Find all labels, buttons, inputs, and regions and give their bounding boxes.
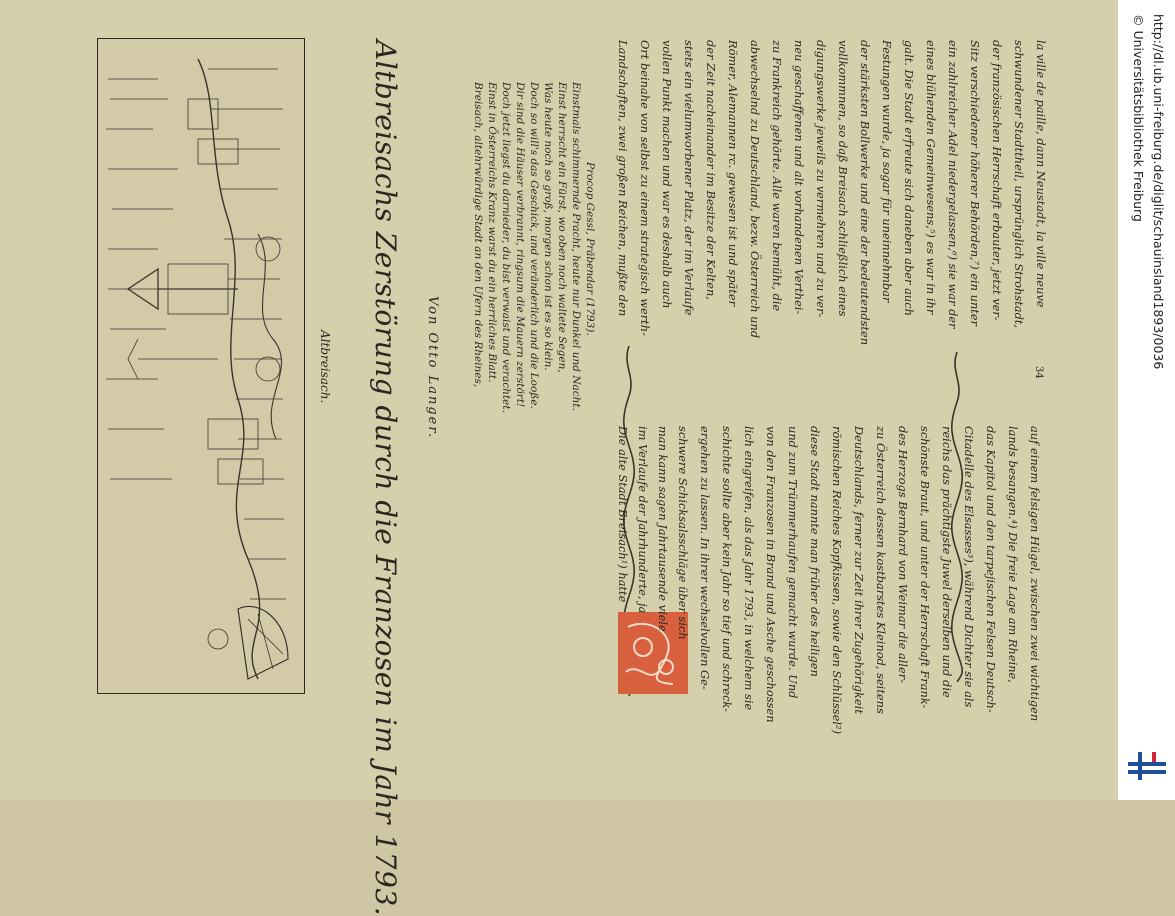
- poem-line: Einst in Österreichs Kranz warst du ein herrliches Blatt.: [486, 82, 498, 383]
- article-title: Altbreisachs Zerstörung durch die Franzosen im Jahr 1793.: [369, 40, 402, 916]
- body-line: lands besangen.⁴) Die freie Lage am Rheine,: [1006, 426, 1020, 683]
- body-line: Citadelle des Elsasses³), während Dichter sie als: [962, 426, 976, 708]
- body-line: schichte sollte aber kein Jahr so tief und schreck-: [720, 426, 734, 713]
- altbreisach-illustration: [97, 38, 305, 694]
- body-line: abwechselnd zu Deutschland, bezw. Österreich und: [748, 40, 762, 339]
- page-number: 34: [1033, 366, 1044, 379]
- body-line: römischen Reiches Kopfkissen, sowie den Schlüssel²): [830, 426, 844, 735]
- body-line: Die alte Stadt Breisach¹) hatte: [616, 426, 630, 603]
- poem-line: Breisach, altehrwürdige Stadt an den Ufern des Rheines,: [472, 82, 484, 388]
- body-line: eines blühenden Gemeinwesens,⁵) es war in ihr: [924, 40, 938, 315]
- poem-line: Doch jetzt liegst du darnieder, du bist verwaist und verachtet.: [500, 82, 512, 413]
- article-author: Von Otto Langer.: [425, 296, 440, 440]
- town-engraving: [98, 39, 303, 692]
- body-line: Ort beinahe von selbst zu einem strategisch werth-: [638, 40, 652, 336]
- body-line: neu geschaffenen und alt vorhandenen Verthei-: [792, 40, 806, 315]
- body-line: Landschaften, zwei großen Reichen, mußte den: [616, 40, 630, 317]
- body-line: zu Frankreich gehörte. Alle waren bemüht, die: [770, 40, 784, 312]
- body-line: la ville de paille, dann Neustadt, la ville neuve: [1034, 40, 1048, 308]
- body-line: galt. Die Stadt erfreute sich daneben aber auch: [902, 40, 916, 316]
- source-url-watermark: http://dl.ub.uni-freiburg.de/diglit/schauinsland1893/0036: [1151, 14, 1166, 370]
- body-line: ergehen zu lassen. In ihrer wechselvollen Ge-: [698, 426, 712, 690]
- body-line: von den Franzosen in Brand und Asche geschossen: [764, 426, 778, 723]
- body-line: schönste Braut, und unter der Herrschaft Frank-: [918, 426, 932, 709]
- body-line: man kann sagen Jahrtausende viele: [656, 426, 670, 632]
- body-line: stets ein vielumworbener Platz, der im Verlaufe: [682, 40, 696, 316]
- illustration-caption: Altbreisach.: [318, 330, 332, 404]
- poem-line: Einstmals schimmernde Pracht, heute nur Dunkel und Nacht.: [570, 82, 582, 411]
- body-line: zu Österreich dessen kostbarstes Kleinod, seitens: [874, 426, 888, 714]
- body-line: der französischen Herrschaft erbauter, jetzt ver-: [990, 40, 1004, 321]
- poem-line: Einst herrscht ein Fürst, wo oben noch waltete Segen,: [556, 82, 568, 373]
- body-line: vollen Punkt machen und war es deshalb auch: [660, 40, 674, 309]
- poem-block: [472, 82, 622, 413]
- body-line: ein zahlreicher Adel niedergelassen,⁶) sie war der: [946, 40, 960, 329]
- body-line: vollkommnen, so daß Breisach schließlich eines: [836, 40, 850, 317]
- body-line: Deutschlands, ferner zur Zeit ihrer Zugehörigkeit: [852, 426, 866, 714]
- body-line: und zum Trümmerhaufen gemacht wurde. Und: [786, 426, 800, 699]
- body-line: schwundener Stadttheil, ursprünglich Strohstadt,: [1012, 40, 1026, 329]
- body-line: Sitz verschiedener höherer Behörden,⁷) ein unter: [968, 40, 982, 327]
- body-line: auf einem felsigen Hügel, zwischen zwei wichtigen: [1028, 426, 1042, 722]
- body-line: im Verlaufe der Jahrhunderte, ja: [636, 426, 650, 614]
- poem-line: Dir sind die Häuser verbrannt, ringsum die Mauern zerstört!: [514, 82, 526, 408]
- body-line: Römer, Alemannen rc. gewesen ist und später: [726, 40, 740, 307]
- copyright-watermark: © Universitätsbibliothek Freiburg: [1131, 14, 1146, 222]
- body-line: der stärksten Bollwerke und eine der bedeutendsten: [858, 40, 872, 346]
- library-logo-icon: [1126, 748, 1168, 784]
- body-line: lich eingreifen, als das Jahr 1793, in welchem sie: [742, 426, 756, 711]
- body-line: reichs das prächtigste Juwel derselben und die: [940, 426, 954, 698]
- body-line: schwere Schicksalsschläge über sich: [676, 426, 690, 640]
- body-line: des Herzogs Bernhard von Weimar die aller-: [896, 426, 910, 684]
- poem-line: Was heute noch so groß, morgen schon ist es so klein.: [542, 82, 554, 371]
- body-line: das Kapitol und den tarpejischen Felsen Deutsch-: [984, 426, 998, 713]
- body-line: der Zeit nacheinander im Besitze der Kelten,: [704, 40, 718, 300]
- body-line: Festungen wurde, ja sogar für uneinnehmbar: [880, 40, 894, 303]
- body-line: digungswerke jeweils zu vermehren und zu ver-: [814, 40, 828, 318]
- body-line: diese Stadt nannte man früher des heiligen: [808, 426, 822, 677]
- poem-line: Doch so will's das Geschick, und veränderlich und die Looße.: [528, 82, 540, 409]
- poem-attribution: Procop Gessl, Präbendar (1793).: [584, 162, 596, 336]
